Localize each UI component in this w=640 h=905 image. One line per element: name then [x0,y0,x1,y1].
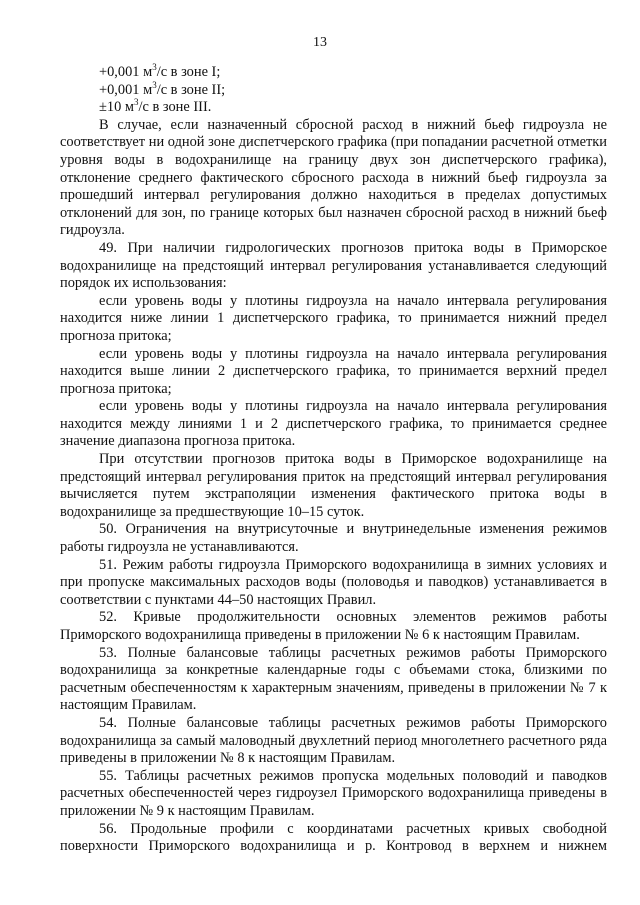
flow-deviation-zone-3: ±10 $м^3/с$ в зоне III. [99,97,212,116]
paragraph-49-case-between-lines: если уровень воды у плотины гидроузла на начало интервала регулирования находится между линиями 1 и 2 диспетчерского графика, то принимается среднее значение диапазона прогноза притока. [60,398,607,450]
paragraph-51: 51. Режим работы гидроузла Приморского водохранилища в зимних условиях и при пропуске максимальных расходов воды (половодья и паводков) устанавливается в соответствии с пунктами 44–50 настоящих Правил. [60,556,607,608]
paragraph-54: 54. Полные балансовые таблицы расчетных режимов работы Приморского водохранилища за самый маловодный двухлетний период многолетнего расчетного ряда приведены в приложении № 8 к настоящим Правилам. [60,714,607,767]
page-number: 13 [313,35,327,50]
document-body [60,64,607,856]
paragraph-53: 53. Полные балансовые таблицы расчетных режимов работы Приморского водохранилища за конкретные календарные годы с объемами стока, близкими по расчетным обеспеченностям к характерным значениям, приведены в приложении № 7 к настоящим Правилам. [60,644,607,714]
paragraph-49-case-below-line-1: если уровень воды у плотины гидроузла на начало интервала регулирования находится ниже линии 1 диспетчерского графика, то принимается нижний предел прогноза притока; [60,292,607,344]
paragraph-49-case-above-line-2: если уровень воды у плотины гидроузла на начало интервала регулирования находится выше линии 2 диспетчерского графика, то принимается верхний предел прогноза притока; [60,345,607,397]
flow-deviation-zone-1: +0,001 $м^3/с$ в зоне I; [99,62,221,80]
paragraph-55: 55. Таблицы расчетных режимов пропуска модельных половодий и паводков расчетных обеспеченностей через гидроузел Приморского водохранилища приведены в приложении № 9 к настоящим Правилам. [60,767,607,819]
paragraph-no-forecast: При отсутствии прогнозов притока воды в Приморское водохранилище на предстоящий интервал регулирования приток на предстоящий интервал регулирования вычисляется путем экстраполяции изменения фактического притока воды в водохранилище за предшествующие 10–15 суток. [60,451,607,520]
paragraph-56: 56. Продольные профили с координатами расчетных кривых свободной поверхности Приморского водохранилища и р. Контровод в верхнем и нижнем [60,820,607,855]
paragraph-50: 50. Ограничения на внутрисуточные и внутринедельные изменения режимов работы гидроузла не устанавливаются. [60,521,607,556]
paragraph-49: 49. При наличии гидрологических прогнозов притока воды в Приморское водохранилище на предстоящий интервал регулирования устанавливается следующий порядок их использования: [60,239,607,292]
flow-deviation-zone-2: +0,001 $м^3/с$ в зоне II; [99,79,226,98]
paragraph-zone-boundary: В случае, если назначенный сбросной расход в нижний бьеф гидроузла не соответствует ни одной зоне диспетчерского графика (при попадании расчетной отметки уровня воды в водохранилище на границу двух зон диспетчерского графика), отклонение среднего фактического сбросного расхода в нижний бьеф гидроузла за прошедший интервал регулирования должно находиться в пределах допустимых отклонений для зон, по границе которых был назначен сбросной расход в нижний бьеф гидроузла. [60,116,607,239]
paragraph-52: 52. Кривые продолжительности основных элементов режимов работы Приморского водохранилища приведены в приложении № 6 к настоящим Правилам. [60,609,607,643]
